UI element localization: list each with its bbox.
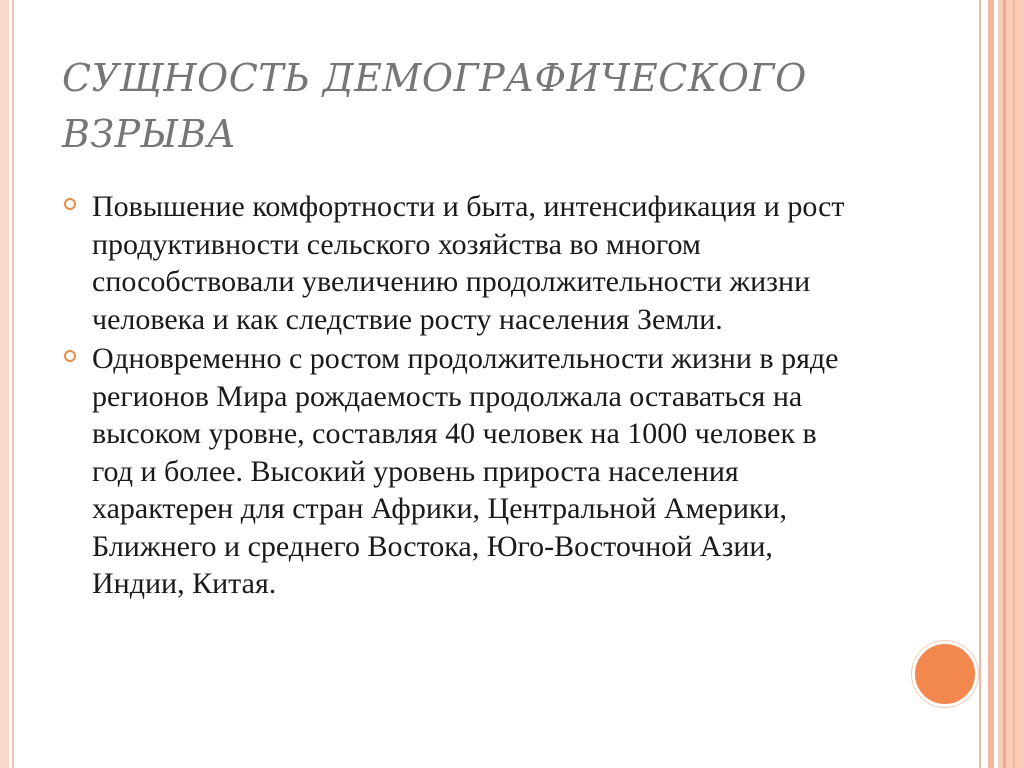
slide-title: СУЩНОСТЬ ДЕМОГРАФИЧЕСКОГО ВЗРЫВА [62,56,807,156]
right-frame-band [998,0,1024,768]
left-frame-stripe [0,0,9,768]
right-frame-inner-stripe [1003,0,1006,768]
bullet-item [62,340,852,603]
orange-circle-icon [912,641,978,707]
bullet-list [62,188,852,605]
right-frame-stripe [988,0,994,768]
right-frame-line [979,0,981,768]
left-frame-line [12,0,14,768]
bullet-text: Повышение комфортности и быта, интенсификация и рост продуктивности сельского хозяйства во многом способствовали увеличению продолжительности жизни человека и как следствие росту населения Земли. [92,190,845,336]
bullet-text: Одновременно с ростом продолжительности жизни в ряде регионов Мира рождаемость продолжала оставаться на высоком уровне, составляя 40 человек на 1000 человек в год и более. Высокий уровень прироста населения характерен для стран Африки, Центральной Америки, Ближнего и среднего Востока, Юго-Восточной Азии, Индии, Китая. [92,342,839,600]
bullet-item [62,188,852,338]
hollow-circle-bullet-icon [64,198,76,210]
hollow-circle-bullet-icon [64,350,76,362]
right-frame-outer-stripe [1013,0,1015,768]
